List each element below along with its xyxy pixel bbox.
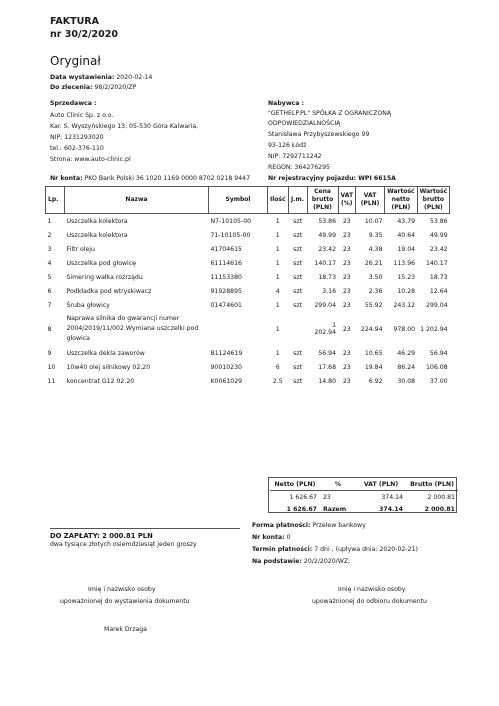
row-symbol: [209, 312, 268, 346]
document-number: nr 30/2/2020: [50, 29, 118, 40]
summary-net: 1 626.67: [289, 493, 317, 501]
row-net: 978.00: [393, 325, 416, 333]
header-net-l2: netto: [391, 196, 410, 203]
row-unit: szt: [293, 259, 302, 267]
issue-date-line: [50, 73, 152, 83]
row-lp: 6: [47, 287, 52, 295]
buyer-name-line2: ODPOWIEDZIALNOŚCIĄ: [268, 120, 341, 127]
header-gross-l2: brutto: [422, 196, 445, 203]
to-pay-label: DO ZAPŁATY:: [50, 532, 100, 540]
row-price: 49.99: [318, 231, 337, 239]
row-lp: 8: [47, 325, 52, 333]
seller-website: Strona: www.auto-clinic.pl: [50, 156, 131, 163]
table-row: [46, 298, 450, 312]
row-qty: 1: [275, 349, 280, 357]
original-label: Oryginał: [50, 54, 101, 68]
row-lp: 7: [47, 301, 52, 309]
row-name-line1: Naprawa silnika do gwarancji numer: [66, 315, 180, 322]
summary-header-pct: %: [320, 478, 356, 491]
summary-header-gross: Brutto (PLN): [406, 478, 458, 491]
header-price-l1: Cena: [314, 188, 331, 195]
vehicle-registration-label: Nr rejestracyjny pojazdu:: [268, 175, 357, 182]
summary-header: [270, 478, 458, 491]
signature-left-line1: Imię i nazwisko osoby: [88, 586, 156, 593]
seller-name: Auto Clinic Sp. z o.o.: [50, 112, 114, 119]
basis-label: Na podstawie:: [252, 558, 302, 565]
bank-account-value: PKO Bank Polski 36 1020 1169 0000 8702 0218 9447: [84, 175, 251, 182]
row-net: 46.29: [397, 349, 416, 357]
header-vat-pct-l1: VAT: [340, 192, 354, 199]
row-price: 14.80: [318, 377, 337, 385]
table-row: [46, 256, 450, 270]
row-unit: szt: [293, 301, 302, 309]
row-price: 53.86: [318, 217, 337, 225]
row-vat: 19.84: [364, 363, 383, 371]
payment-form-line: [252, 521, 366, 531]
buyer-heading: Nabywca :: [268, 100, 305, 107]
row-gross: 56.94: [429, 349, 448, 357]
row-price: 140.17: [314, 259, 337, 267]
row-net: 19.04: [397, 245, 416, 253]
payment-term-label: Termin płatności:: [252, 546, 313, 553]
row-vat: 4.38: [368, 245, 383, 253]
row-symbol: N7-10105-00: [210, 217, 252, 225]
header-price-l3: (PLN): [313, 204, 332, 211]
row-name: Podkładka pod wtryskiwacz: [66, 287, 152, 295]
row-vat: 9.35: [368, 231, 383, 239]
summary-header-vat: VAT (PLN): [356, 478, 406, 491]
header-gross-l1: Wartość: [419, 188, 448, 195]
row-price: 1 202.94: [314, 322, 337, 336]
row-net: 30.08: [397, 377, 416, 385]
row-net: 243.12: [393, 301, 416, 309]
row-vat: 2.36: [368, 287, 383, 295]
bank-account-line: [50, 174, 250, 184]
row-unit: szt: [293, 287, 302, 295]
row-vat-pct: 23: [342, 245, 351, 253]
row-vat-pct: 23: [342, 217, 351, 225]
row-gross: 1 202.94: [420, 325, 448, 333]
header-gross: [417, 187, 450, 214]
row-qty: 1: [275, 217, 280, 225]
row-vat: 10.65: [364, 349, 383, 357]
seller-nip: NIP: 1231293020: [50, 134, 104, 141]
row-qty: 4: [275, 287, 280, 295]
row-gross: 49.99: [429, 231, 448, 239]
header-qty: Ilość: [268, 187, 289, 214]
summary-total-row: [270, 503, 458, 515]
row-gross: 12.64: [429, 287, 448, 295]
header-vat-pct-l2: (%): [341, 200, 353, 207]
row-unit: szt: [293, 231, 302, 239]
row-lp: 11: [47, 377, 56, 385]
row-name-line3: głowica: [66, 335, 90, 342]
summary-header-net: Netto (PLN): [270, 478, 320, 491]
row-vat: 3.50: [368, 273, 383, 281]
row-net: 40.64: [397, 231, 416, 239]
bank-account-label: Nr konta:: [50, 175, 83, 182]
order-line: [50, 83, 136, 93]
table-row: [46, 242, 450, 256]
header-lp: Lp.: [46, 187, 65, 214]
row-vat-pct: 23: [342, 231, 351, 239]
row-name: Uszczelka dekla zaworów: [66, 349, 145, 357]
row-price: 3.16: [322, 287, 337, 295]
summary-table: [270, 478, 458, 515]
payment-account-line: [252, 533, 291, 543]
row-unit: szt: [293, 363, 302, 371]
row-qty: 6: [275, 363, 280, 371]
row-net: 113.96: [393, 259, 416, 267]
row-unit: szt: [293, 273, 302, 281]
row-unit: szt: [293, 349, 302, 357]
buyer-name-line1: "GETHELP.PL" SPÓŁKA Z OGRANICZONĄ: [268, 110, 392, 117]
signature-right-line1: Imię i nazwisko osoby: [338, 586, 406, 593]
row-gross: 106.08: [425, 363, 448, 371]
row-vat-pct: 23: [342, 287, 351, 295]
row-gross: 23.42: [429, 245, 448, 253]
row-qty: 1: [275, 273, 280, 281]
row-qty: 1: [275, 259, 280, 267]
row-unit: [288, 312, 307, 346]
summary-vat: 374.14: [381, 493, 403, 501]
row-symbol: 11153380: [210, 273, 242, 281]
row-price: 18.73: [318, 273, 337, 281]
header-vat: [356, 187, 385, 214]
table-row: [46, 228, 450, 242]
row-unit: szt: [293, 377, 302, 385]
seller-phone: tel.: 602-376-110: [50, 145, 104, 152]
row-vat-pct: 23: [342, 349, 351, 357]
row-name: Uszczelka pod głowicę: [66, 259, 136, 267]
row-vat-pct: 23: [342, 259, 351, 267]
buyer-street: Stanisława Przybyszewskiego 99: [268, 131, 370, 138]
row-lp: 3: [47, 245, 52, 253]
row-name: 10w40 olej silnikowy 02,20: [66, 363, 151, 371]
row-net: 10.28: [397, 287, 416, 295]
row-qty: 1: [275, 245, 280, 253]
row-symbol: 41704615: [210, 245, 242, 253]
buyer-nip: NIP: 7292711242: [268, 153, 322, 160]
row-price: 23.42: [318, 245, 337, 253]
total-net: 1 626.67: [286, 505, 317, 513]
row-name-line2: 2004/2019/11/002 Wymiana uszczelki pod: [66, 325, 199, 332]
row-lp: 9: [47, 349, 52, 357]
to-pay-line: [50, 528, 240, 540]
row-lp: 1: [47, 217, 52, 225]
row-net: 86.24: [397, 363, 416, 371]
table-row: [46, 374, 450, 388]
buyer-city: 93-126 Łódź: [268, 142, 307, 149]
order-label: Do zlecenia:: [50, 84, 93, 91]
issue-date: 2020-02-14: [116, 74, 153, 81]
order-number: 98/2/2020/ZP: [94, 84, 137, 91]
header-net-l3: (PLN): [391, 204, 411, 211]
row-symbol: 91928895: [210, 287, 242, 295]
vehicle-registration-value: WPI 6615A: [358, 175, 396, 182]
row-symbol: K0061029: [210, 377, 243, 385]
row-name: Uszczelka kolektora: [66, 231, 128, 239]
header-net-l1: Wartość: [387, 188, 415, 195]
signature-left-line2: upoważnionej do wystawienia dokumentu: [60, 598, 190, 605]
items-table-header: [46, 187, 450, 214]
row-vat: 10.07: [364, 217, 383, 225]
row-vat: 55.92: [364, 301, 383, 309]
row-vat-pct: 23: [342, 301, 351, 309]
row-lp: 5: [47, 273, 52, 281]
header-vat-l1: VAT: [363, 192, 377, 199]
row-name: koncentrat G12 02.20: [66, 377, 135, 385]
row-vat: 26.21: [364, 259, 383, 267]
to-pay-amount: 2 000.81 PLN: [102, 532, 153, 540]
basis-line: [252, 557, 350, 567]
row-price: 299.04: [314, 301, 337, 309]
row-name: Śruba głowicy: [66, 301, 110, 309]
row-unit: szt: [293, 217, 302, 225]
row-name: Uszczelka kolektora: [66, 217, 128, 225]
seller-heading: Sprzedawca :: [50, 100, 97, 107]
payment-term-value: 7 dni , (upływa dnia: 2020-02-21): [314, 546, 418, 553]
row-gross: 37.00: [429, 377, 448, 385]
row-price: 17.68: [318, 363, 337, 371]
row-gross: 18.73: [429, 273, 448, 281]
row-gross: 53.86: [429, 217, 448, 225]
row-net: 15.23: [397, 273, 416, 281]
row-name: [65, 312, 209, 346]
payment-form-label: Forma płatności:: [252, 522, 311, 529]
row-gross: 299.04: [425, 301, 448, 309]
basis-value: 20/2/2020/WZ;: [303, 558, 351, 565]
row-symbol: 61114616: [210, 259, 242, 267]
header-name: Nazwa: [65, 187, 209, 214]
table-row: [46, 270, 450, 284]
row-symbol: 01474601: [210, 301, 242, 309]
row-net: 43.79: [397, 217, 416, 225]
header-unit: J.m.: [288, 187, 307, 214]
row-lp: 4: [47, 259, 52, 267]
row-lp: 2: [47, 231, 52, 239]
row-lp: 10: [47, 363, 56, 371]
issuer-name: Marek Drzaga: [104, 626, 147, 633]
row-price: 56.94: [318, 349, 337, 357]
table-row: [46, 214, 450, 229]
header-price: [307, 187, 338, 214]
payment-form-value: Przelew bankowy: [312, 522, 366, 529]
row-qty: 1: [275, 301, 280, 309]
row-gross: 140.17: [425, 259, 448, 267]
summary-row: [270, 491, 458, 504]
summary-pct: 23: [323, 493, 331, 501]
items-table: [45, 186, 450, 388]
issue-date-label: Data wystawienia:: [50, 74, 115, 81]
header-price-l2: brutto: [311, 196, 334, 203]
header-symbol: Symbol: [209, 187, 268, 214]
row-qty: 1: [275, 325, 280, 333]
buyer-regon: REGON: 364276295: [268, 164, 330, 171]
table-row: [46, 346, 450, 360]
table-row: [46, 284, 450, 298]
document-title: FAKTURA: [50, 16, 99, 27]
amount-in-words: dwa tysiące złotych osiemdziesiąt jeden groszy: [50, 541, 197, 548]
payment-term-line: [252, 545, 418, 555]
total-gross: 2 000.81: [424, 505, 455, 513]
table-row: [46, 360, 450, 374]
total-vat: 374.14: [379, 505, 403, 513]
row-vat-pct: 23: [342, 377, 351, 385]
header-net: [385, 187, 418, 214]
row-symbol: 71-10105-00: [210, 231, 251, 239]
row-unit: szt: [293, 245, 302, 253]
seller-address: Kar. S. Wyszyńskiego 13, 05-530 Góra Kalwaria,: [50, 123, 199, 130]
row-vat-pct: 23: [342, 363, 351, 371]
header-gross-l3: (PLN): [423, 204, 443, 211]
row-vat: 224.94: [360, 325, 383, 333]
summary-gross: 2 000.81: [427, 493, 455, 501]
total-label: Razem: [323, 505, 347, 513]
row-vat: 6.92: [368, 377, 383, 385]
signature-right-line2: upoważnionej do odbioru dokumentu: [312, 598, 427, 605]
table-row: [46, 312, 450, 346]
row-symbol: 90010230: [210, 363, 242, 371]
row-qty: 1: [275, 231, 280, 239]
row-name: Filtr oleju: [66, 245, 95, 253]
row-symbol: B1124619: [210, 349, 243, 357]
vehicle-registration-line: [268, 174, 396, 184]
payment-account-label: Nr konta:: [252, 534, 285, 541]
row-name: Simering wałka rozrządu: [66, 273, 143, 281]
row-vat-pct: 23: [342, 273, 351, 281]
row-qty: 2.5: [272, 377, 283, 385]
row-vat-pct: 23: [342, 325, 351, 333]
header-vat-pct: [338, 187, 356, 214]
header-vat-l2: (PLN): [360, 200, 380, 207]
payment-account-value: 0: [286, 534, 291, 541]
